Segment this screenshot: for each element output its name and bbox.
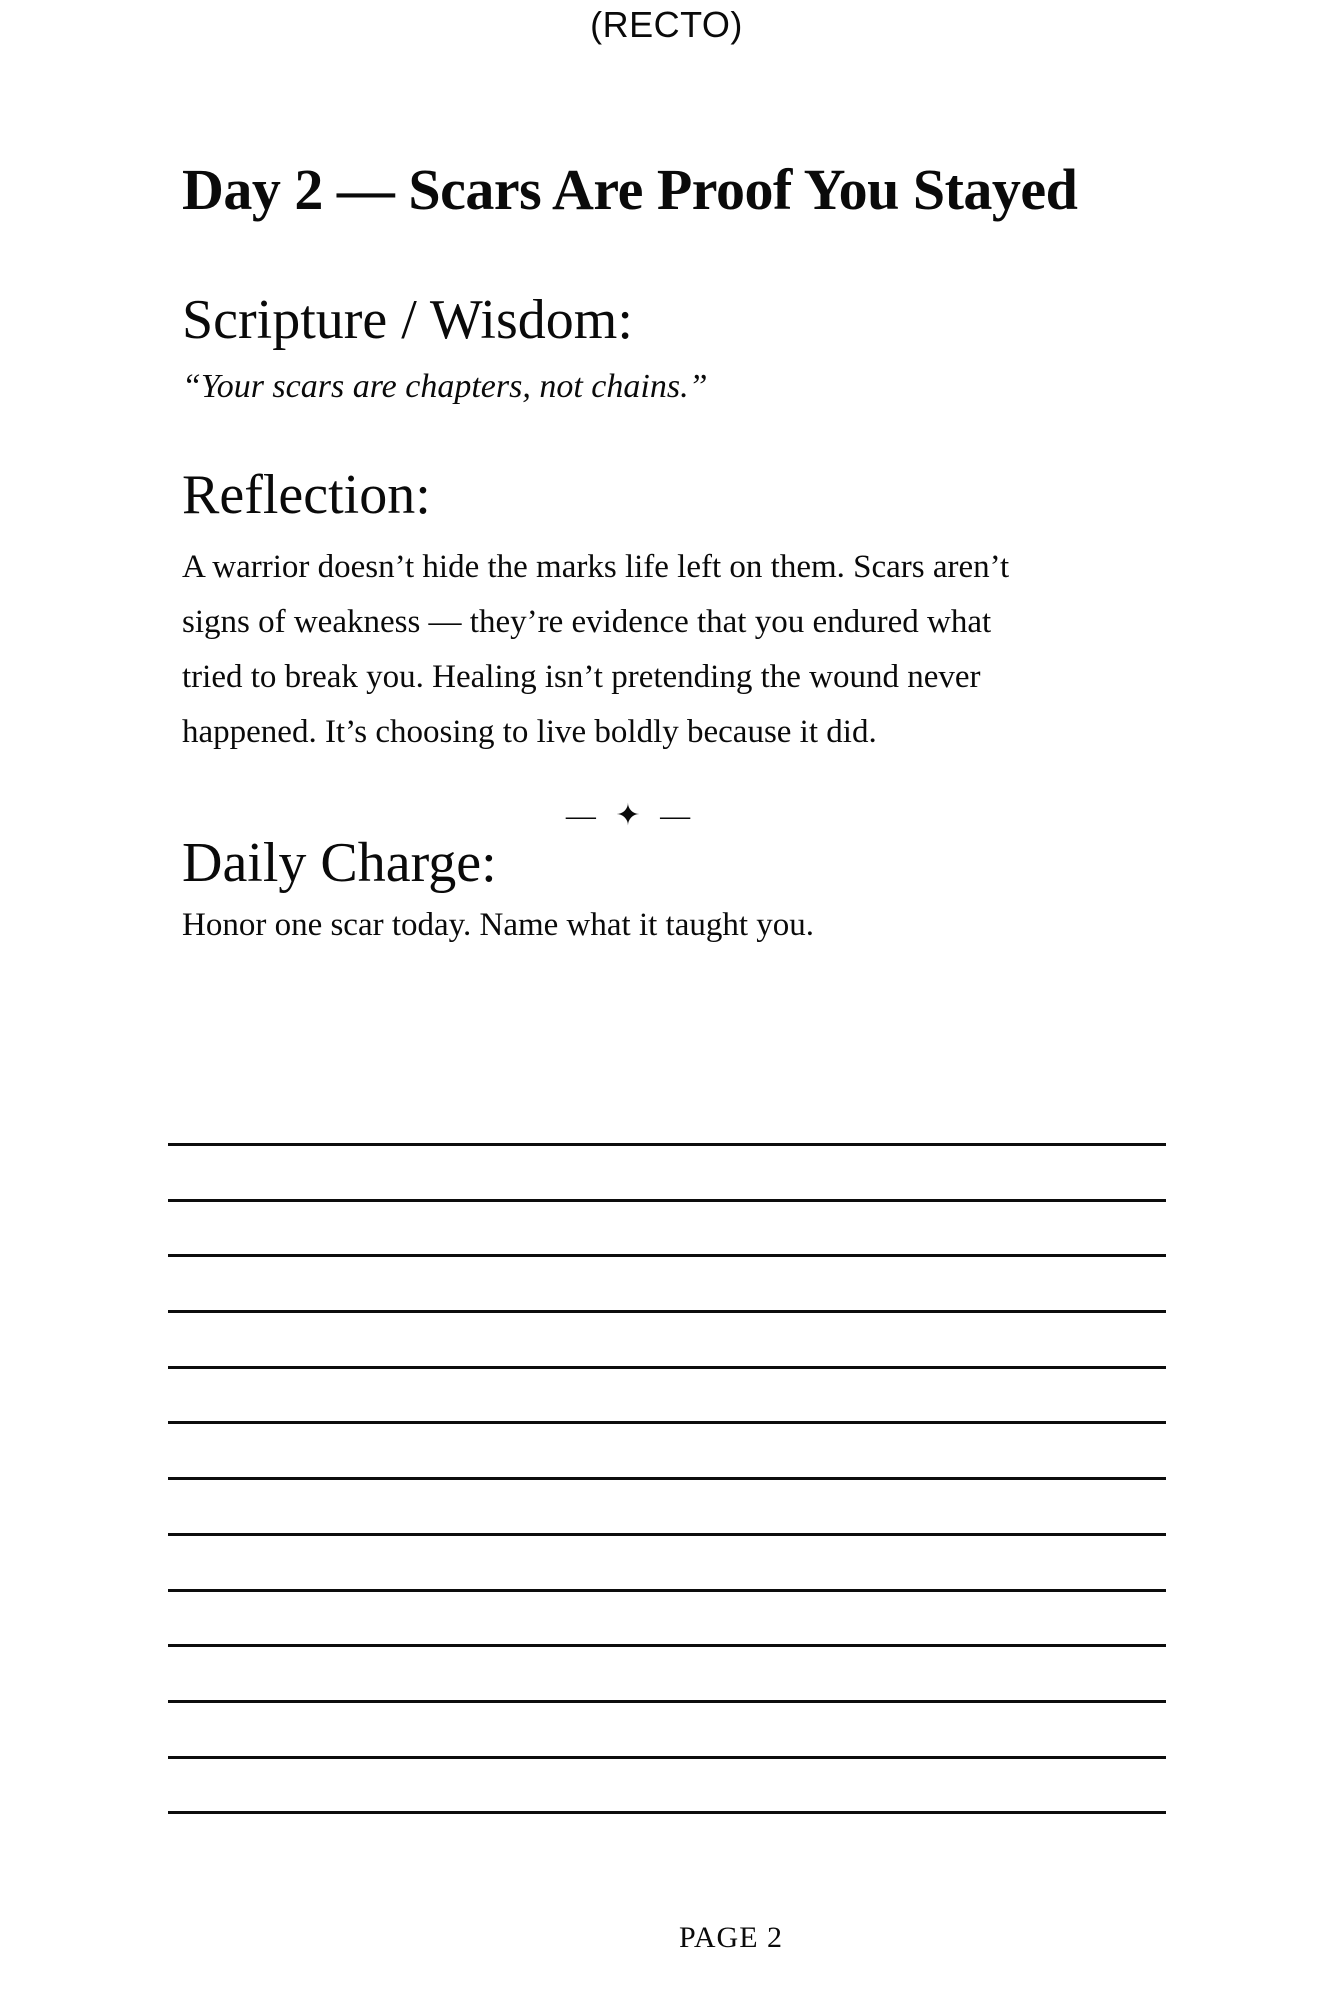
daily-charge-text: Honor one scar today. Name what it taught you. (182, 907, 815, 943)
scripture-quote: “Your scars are chapters, not chains.” (182, 368, 708, 405)
reflection-paragraph (182, 540, 1172, 760)
journal-line (168, 1143, 1166, 1146)
journal-line (168, 1700, 1166, 1703)
journal-line (168, 1477, 1166, 1480)
journal-line (168, 1811, 1166, 1814)
recto-label: (RECTO) (590, 4, 743, 45)
journal-line (168, 1589, 1166, 1592)
page-number: PAGE 2 (678, 1921, 784, 1954)
journal-line (168, 1644, 1166, 1647)
reflection-line: A warrior doesn’t hide the marks life left on them. Scars aren’t (182, 549, 1010, 585)
reflection-line: signs of weakness — they’re evidence that you endured what (182, 604, 992, 640)
reflection-line: tried to break you. Healing isn’t pretending the wound never (182, 659, 981, 695)
star-divider-ornament: — ✦ — (565, 799, 697, 832)
journal-line (168, 1421, 1166, 1424)
reflection-heading: Reflection: (182, 464, 431, 526)
journal-line (168, 1199, 1166, 1202)
journal-line (168, 1756, 1166, 1759)
daily-charge-heading: Daily Charge: (182, 832, 497, 894)
journal-line (168, 1366, 1166, 1369)
journal-line (168, 1254, 1166, 1257)
page-title: Day 2 — Scars Are Proof You Stayed (182, 157, 1078, 222)
scripture-heading: Scripture / Wisdom: (182, 289, 633, 351)
journal-lines (168, 1143, 1166, 1867)
journal-line (168, 1310, 1166, 1313)
reflection-line: happened. It’s choosing to live boldly because it did. (182, 714, 877, 750)
journal-line (168, 1533, 1166, 1536)
